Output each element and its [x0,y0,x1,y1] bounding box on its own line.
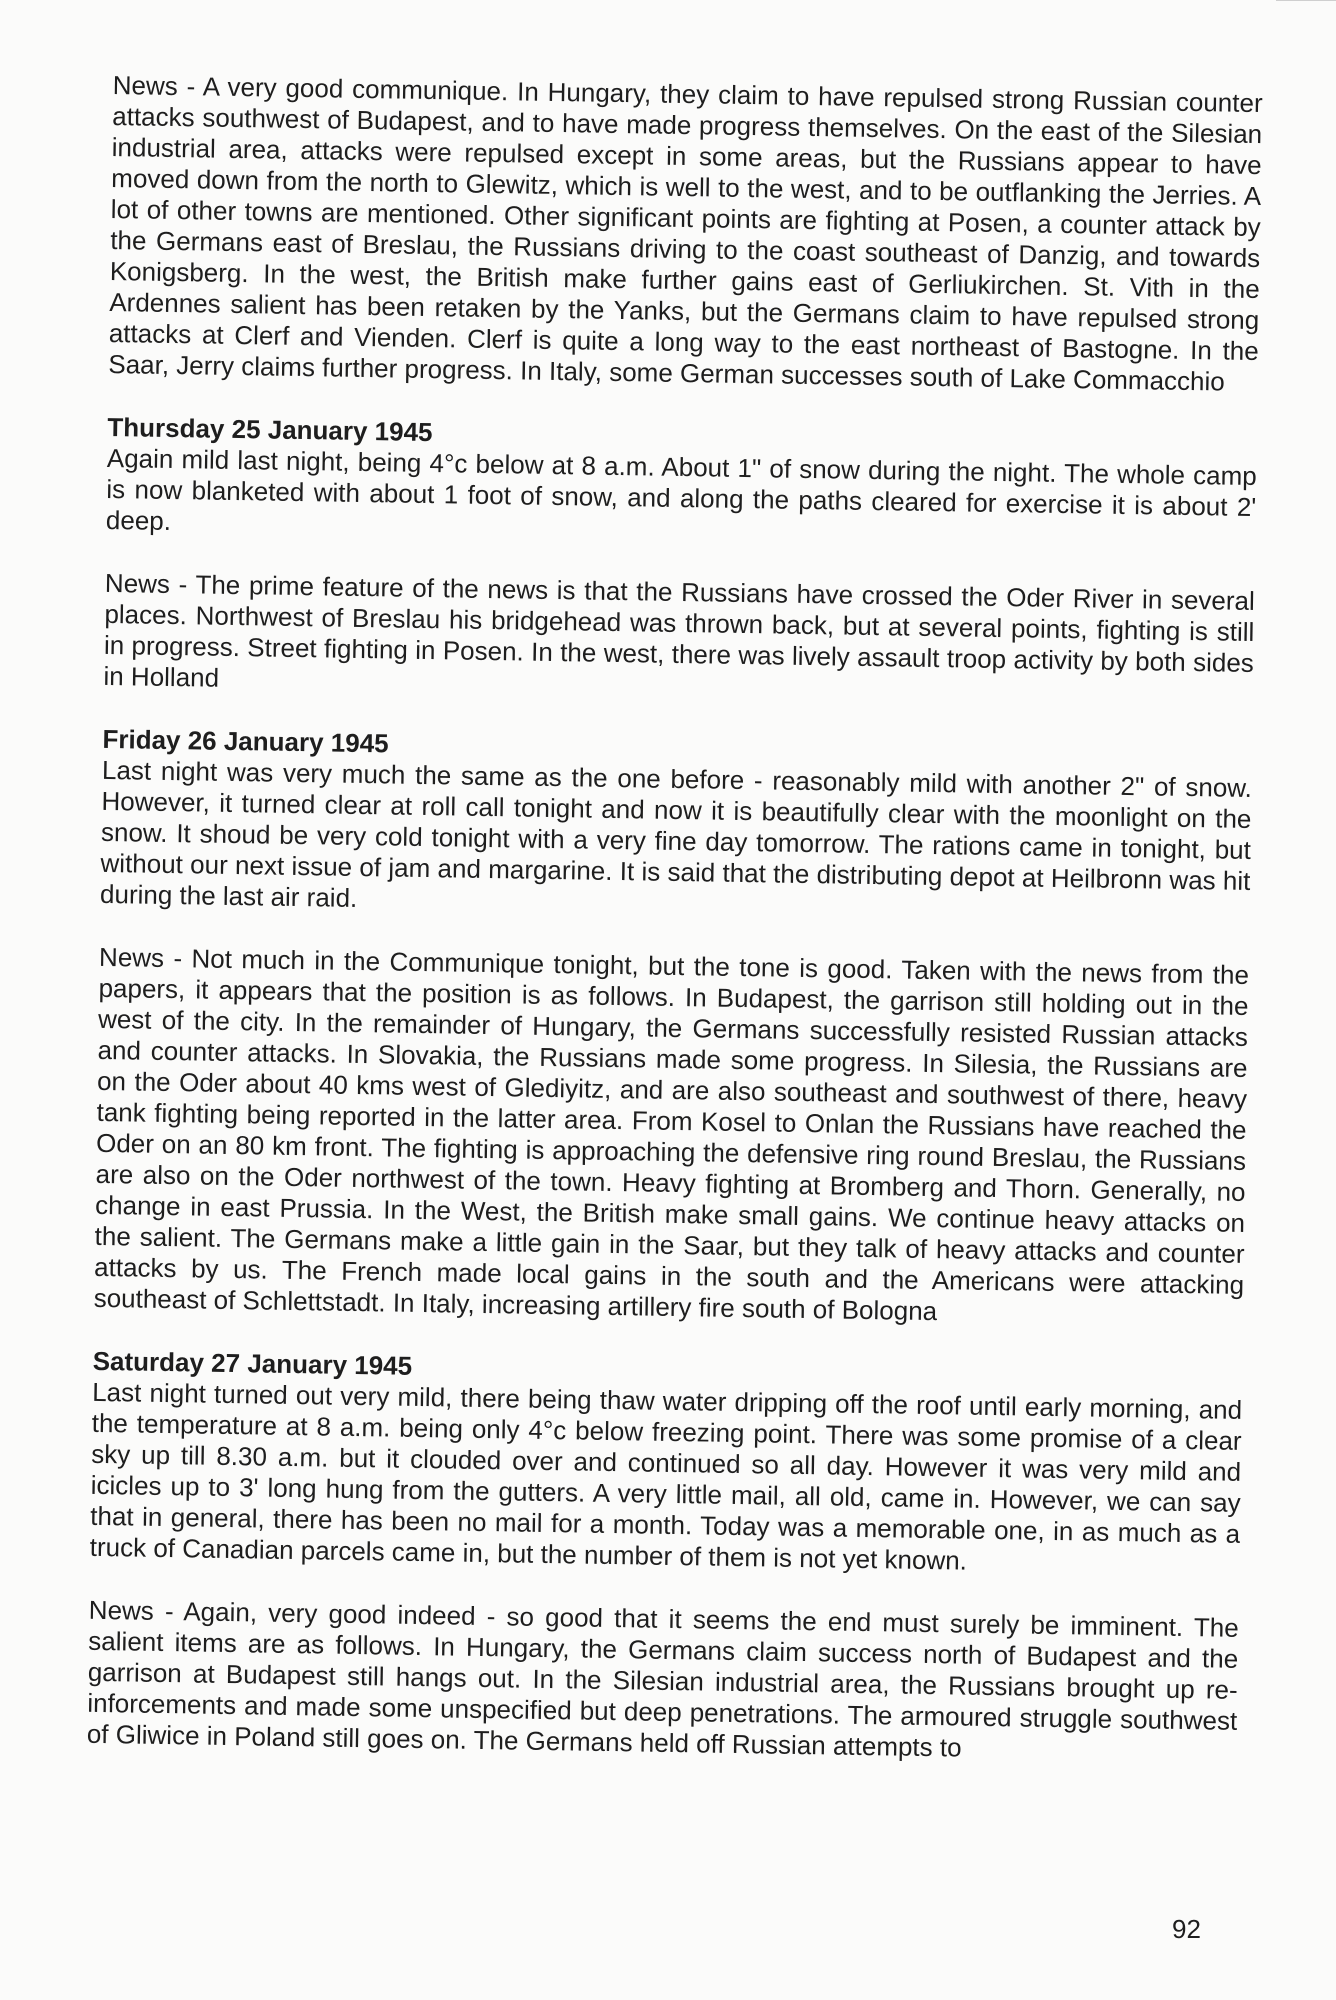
diary-paragraph: Last night turned out very mild, there being thaw water dripping off the roof until early morning, and the temperature at 8 a.m. being only 4°c below freezing point. There was some promise of a clear sky up till 8.30 a.m. but it clouded over and continued so all day. However it was very mild and icicles up to 3' long hung from the gutters. A very little mail, all old, came in. However, we can say that in general, there has been no mail for a month. Today was a memorable one, in as much as a truck of Canadian parcels came in, but the number of them is not yet known. [89,1376,1243,1576]
entry-date-heading: Friday 26 January 1945 [102,723,389,759]
news-paragraph: News - Again, very good indeed - so good that it seems the end must surely be imminent. The salient items are as follows. In Hungary, the Germans claim success north of Budapest and the garrison at Budapest still hangs out. In the Silesian industrial area, the Russians brought up re-inforcements and made some unspecified but deep penetrations. The armoured struggle southwest of Gliwice in Poland still goes on. The Germans held off Russian attempts to [86,1594,1239,1763]
diary-paragraph: Again mild last night, being 4°c below at 8 a.m. About 1" of snow during the night. The whole camp is now blanketed with about 1 foot of snow, and along the paths cleared for exercise it is about 2' deep. [105,442,1257,536]
news-paragraph: News - A very good communique. In Hungary, they claim to have repulsed strong Russian counter attacks southwest of Budapest, and to have made progress themselves. On the east of the Silesian industrial area, attacks were repulsed except in some areas, but the Russians appear to have moved down from the north to Glewitz, which is well to the west, and to be outflanking the Jerries. A lot of other towns are mentioned. Other significant points are fighting at Posen, a counter attack by the Germans east of Breslau, the Russians driving to the coast southeast of Danzig, and towards Konigsberg. In the west, the British make further gains east of Gerliukirchen. St. Vith in the Ardennes salient has been retaken by the Yanks, but the Germans claim to have repulsed strong attacks at Clerf and Vienden. Clerf is quite a long way to the east northeast of Bastogne. In the Saar, Jerry claims further progress. In Italy, some German successes south of Lake Commacchio [108,70,1263,397]
diary-paragraph: Last night was very much the same as the one before - reasonably mild with another 2" of snow. However, it turned clear at roll call tonight and now it is beautifully clear with the moonlight on the snow. It shoud be very cold tonight with a very fine day tomorrow. The rations came in tonight, but without our next issue of jam and margarine. It is said that the distributing depot at Heilbronn was hit during the last air raid. [99,754,1253,913]
news-paragraph: News - Not much in the Communique tonight, but the tone is good. Taken with the news from the papers, it appears that the position is as follows. In Budapest, the garrison still holding out in the west of the city. In the remainder of Hungary, the Germans successfully resisted Russian attacks and counter attacks. In Slovakia, the Russians made some progress. In Silesia, the Russians are on the Oder about 40 kms west of Glediyitz, and are also southeast and southwest of there, heavy tank fighting being reported in the latter area. From Kosel to Onlan the Russians have reached the Oder on an 80 km front. The fighting is approaching the defensive ring round Breslau, the Russians are also on the Oder northwest of the town. Heavy fighting at Bromberg and Thorn. Generally, no change in east Prussia. In the West, the British make small gains. We continue heavy attacks on the salient. The Germans make a little gain in the Saar, but they talk of heavy attacks and counter attacks by us. The French made local gains in the south and the Americans were attacking southeast of Schlettstadt. In Italy, increasing artillery fire south of Bologna [93,941,1250,1327]
news-paragraph: News - The prime feature of the news is that the Russians have crossed the Oder River in several places. Northwest of Breslau his bridgehead was thrown back, but at several points, fighting is still in progress. Street fighting in Posen. In the west, there was lively assault troop activity by both sides in Holland [103,567,1256,693]
entry-date-heading: Saturday 27 January 1945 [92,1345,413,1381]
entry-date-heading: Thursday 25 January 1945 [107,411,433,448]
page-number: 92 [1172,1914,1201,1944]
diary-text-body [86,70,1263,1800]
page-edge-divider [1276,0,1336,1]
